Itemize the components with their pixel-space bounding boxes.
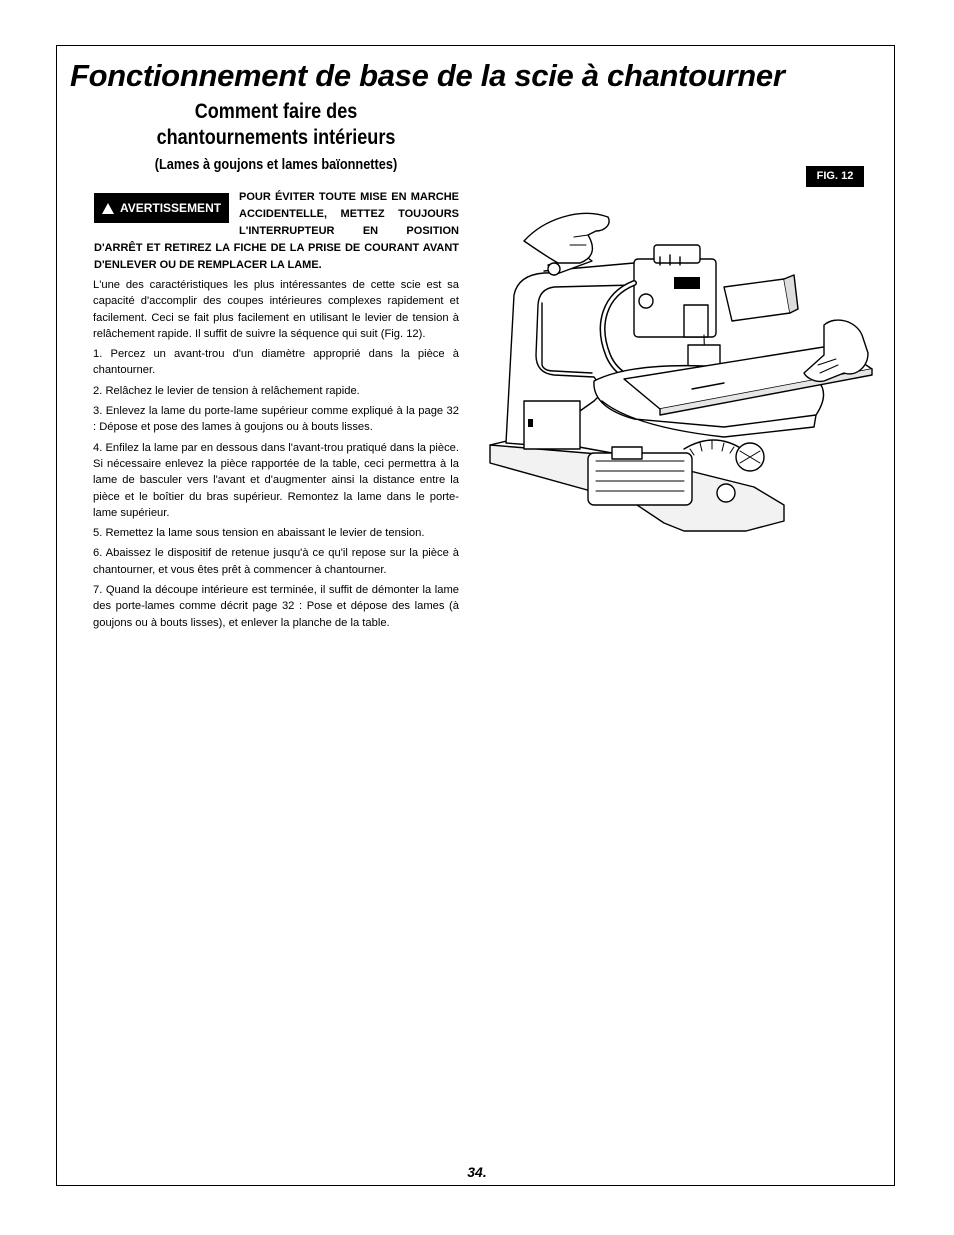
warning-text: POUR ÉVITER TOUTE MISE EN MARCHE ACCIDENTELLE, METTEZ TOUJOURS L'INTERRUPTEUR EN POSITION D'ARRÊT ET RETIREZ LA FICHE DE LA PRISE DE COURANT AVANT D'ENLEVER OU DE REMPLACER LA LAME. [94, 191, 459, 271]
step-item: 5. Remettez la lame sous tension en abaissant le levier de tension. [93, 527, 425, 540]
step-item: 3. Enlevez la lame du porte-lame supérieur comme expliqué à la page 32 : Dépose et pose des lames à goujons ou à bouts lisses. [93, 405, 459, 434]
step-item: 7. Quand la découpe intérieure est terminée, il suffit de démonter la lame des porte-lames comme décrit page 32 : Pose et dépose des lames (à goujons ou à bouts lisses), et enlever la planche de la table. [93, 584, 459, 629]
warning-badge-label: AVERTISSEMENT [119, 200, 222, 215]
section-subtitle: (Lames à goujons et lames baïonnettes) [154, 157, 398, 173]
step-item: 2. Relâchez le levier de tension à relâchement rapide. [93, 384, 360, 397]
figure-label: FIG. 12 [806, 166, 864, 187]
warning-triangle-icon [102, 203, 114, 214]
step-item: 6. Abaissez le dispositif de retenue jusqu'à ce qu'il repose sur la pièce à chantourner, et vous êtes prêt à commencer à chantourner. [93, 547, 459, 576]
instructions [93, 277, 459, 635]
warning-badge [94, 193, 229, 223]
step-item: 4. Enfilez la lame par en dessous dans l'avant-trou pratiqué dans la pièce. Si nécessaire enlevez la pièce rapportée de la table, ceci permettra à la lame de basculer vers l'avant et d'augmenter ainsi la distance entre la pièce et le boîtier du bras supérieur. Remontez la lame dans le porte-lame supérieur. [93, 441, 459, 519]
blade-guard [724, 279, 790, 321]
intro-paragraph: L'une des caractéristiques les plus intéressantes de cette scie est sa capacité d'accomplir des coupes intérieures complexes rapidement et facilement. Ceci se fait plus facilement en utilisant le levier de tension à relâchement rapide. Il suffit de suivre la séquence qui suit (Fig. 12). [93, 279, 459, 340]
section-title: Comment faire des chantournements intérieurs [156, 100, 396, 149]
page-title: Fonctionnement de base de la scie à chantourner [70, 58, 785, 93]
scroll-saw-illustration [484, 205, 880, 539]
left-hand [524, 213, 609, 263]
warning-block [94, 189, 459, 274]
page-number: 34. [467, 1164, 487, 1180]
step-item: 1. Percez un avant-trou d'un diamètre approprié dans la pièce à chantourner. [93, 348, 459, 377]
